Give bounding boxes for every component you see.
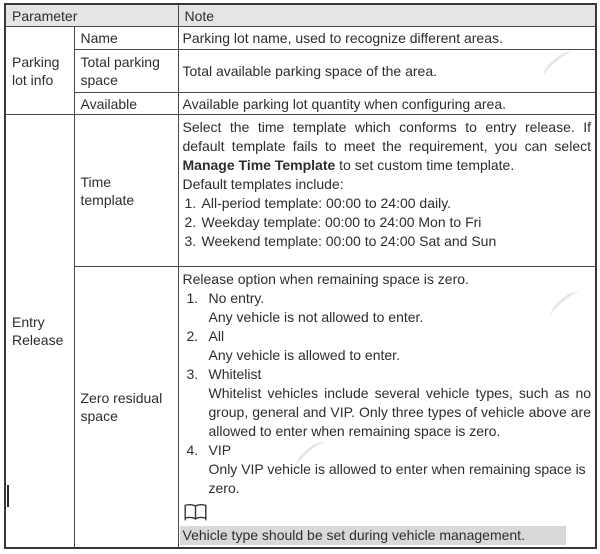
list-item: 3. Weekend template: 00:00 to 24:00 Sat and Sun bbox=[184, 233, 497, 249]
list-item: 1. All-period template: 00:00 to 24:00 daily. bbox=[184, 195, 452, 211]
param-available: Available bbox=[74, 93, 178, 115]
note-marker bbox=[183, 502, 592, 523]
table-row bbox=[5, 27, 596, 50]
list-item: 2. All bbox=[186, 328, 225, 344]
group-label-parking-lot-info: Parking lot info bbox=[5, 27, 74, 115]
list-item: 1. No entry. bbox=[186, 290, 265, 306]
param-zero-residual-space: Zero residual space bbox=[74, 267, 178, 549]
table-row bbox=[5, 115, 596, 267]
list-item-desc: Only VIP vehicle is allowed to enter when remaining space is zero. bbox=[208, 461, 586, 496]
param-time-template: Time template bbox=[74, 115, 178, 267]
header-parameter: Parameter bbox=[5, 4, 178, 27]
note-zero-residual-space bbox=[178, 267, 596, 549]
table-row bbox=[5, 50, 596, 93]
note-name: Parking lot name, used to recognize different areas. bbox=[178, 27, 596, 50]
list-item-desc: Any vehicle is not allowed to enter. bbox=[208, 309, 424, 325]
note-available: Available parking lot quantity when configuring area. bbox=[178, 93, 596, 115]
table-row bbox=[5, 267, 596, 549]
group-label-entry-release: Entry Release bbox=[5, 115, 74, 549]
highlighted-note: Vehicle type should be set during vehicle management. bbox=[180, 526, 567, 545]
manage-time-template-bold: Manage Time Template bbox=[182, 157, 336, 173]
list-item: 4. VIP bbox=[186, 442, 232, 458]
note-total-parking-space: Total available parking space of the area. bbox=[178, 50, 596, 93]
time-template-intro: Select the time template which conforms to entry release. If default template fails to meet the requirement, you can select Manage Time Template to set custom time template. bbox=[182, 119, 592, 173]
default-templates-line: Default templates include: bbox=[182, 176, 344, 192]
param-name: Name bbox=[74, 27, 178, 50]
param-total-parking-space: Total parking space bbox=[74, 50, 178, 93]
table-row bbox=[5, 93, 596, 115]
header-note: Note bbox=[178, 4, 596, 27]
list-item-desc: Any vehicle is allowed to enter. bbox=[208, 347, 400, 363]
text-cursor-artifact bbox=[7, 485, 9, 507]
list-item: 2. Weekday template: 00:00 to 24:00 Mon to Fri bbox=[184, 214, 482, 230]
open-book-icon bbox=[183, 502, 208, 522]
note-time-template bbox=[178, 115, 596, 267]
zero-residual-intro: Release option when remaining space is zero. bbox=[182, 271, 469, 287]
list-item-desc: Whitelist vehicles include several vehicle types, such as no group, general and VIP. Only three types of vehicle above are allowed to enter when remaining space is zero. bbox=[208, 385, 592, 439]
list-item: 3. Whitelist bbox=[186, 366, 262, 382]
table-header-row bbox=[5, 4, 596, 27]
